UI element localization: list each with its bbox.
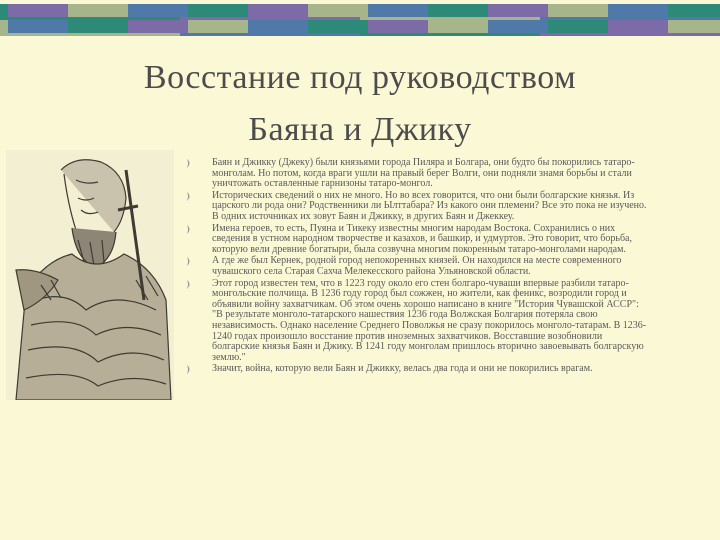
bullet-text: Этот город известен тем, что в 1223 году около его стен болгаро-чуваши впервые разбили татаро-монгольские полчища. В 1236 году город был сожжен, но жители, как феникс, возродили город и объявили войну захватчикам. Об этом очень хорошо написано в книге "История Чувашской АССР": "В результате монголо-татарского нашествия 1236 года Волжская Болгария потеряла свою независимость. Однако население Среднего Поволжья не сразу покорилось монголо-татарам. В 1236-1240 годах произошло восстание против иноземных захватчиков. Восставшие возобновили болгарские князья Баян и Джику. В 1241 году монголам пришлось вторично завоевывать болгарскую землю." [212, 277, 647, 363]
header-stripe-segment [0, 4, 8, 18]
header-stripe-segment [368, 4, 428, 18]
header-stripe-segment [668, 20, 720, 34]
decorative-header-stripes [0, 0, 720, 40]
warrior-portrait [6, 150, 174, 400]
header-thin-stripe [180, 33, 360, 36]
header-stripe-segment [608, 4, 668, 18]
header-stripe-segment [308, 20, 368, 34]
bullet-text: Исторических сведений о них не много. Но во всех говорится, что они были болгарские князья. Из царского ли рода они? Родственники ли Ылттабара? Из какого они племени? Все это пока не изучено. В одних источниках их зовут Баян и Джикку, в других Баян и Джеккеу. [212, 189, 647, 222]
header-stripe-segment [488, 4, 548, 18]
list-item [186, 191, 652, 223]
list-item [186, 364, 652, 375]
header-thin-stripe [0, 33, 180, 36]
header-stripe-segment [608, 20, 668, 34]
bullet-icon [186, 159, 193, 168]
header-stripe-segment [428, 20, 488, 34]
list-item [186, 224, 652, 256]
bullet-icon [186, 192, 193, 201]
bullet-text: Имена героев, то есть, Пуяна и Тикеку известны многим народам Востока. Сохранились о них сведения в устном народном творчестве и казахов, и башкир, и удмуртов. Это говорит, что борьба, которую вели древние богатыри, была созвучна многим покоренным татаро-монголами народам. [212, 222, 632, 255]
header-stripe-segment [188, 20, 248, 34]
slide-title-line2: Баяна и Джику [248, 111, 472, 148]
header-stripe-segment [308, 4, 368, 18]
list-item [186, 256, 652, 277]
header-stripe-segment [248, 4, 308, 18]
header-stripe-segment [488, 20, 548, 34]
header-stripe-segment [668, 4, 720, 18]
slide-title [60, 52, 660, 156]
header-stripe-segment [368, 20, 428, 34]
bullet-text: Баян и Джикку (Джеку) были князьями города Пиляра и Болгара, они будто бы покорились татаро-монголам. Но потом, когда враги ушли на правый берег Волги, они подняли знамя борьбы и стали уничтожать оставленные гарнизоны татаро-монгол. [212, 157, 635, 190]
header-stripe-segment [128, 20, 188, 34]
header-stripe-segment [188, 4, 248, 18]
list-item [186, 279, 652, 364]
slide-title-line1: Восстание под руководством [143, 59, 577, 96]
bullet-list [186, 158, 652, 375]
header-stripe-segment [548, 20, 608, 34]
header-thin-stripe [360, 33, 540, 36]
header-stripe-segment [8, 20, 68, 34]
header-stripe-segment [428, 4, 488, 18]
bullet-text: Значит, война, которую вели Баян и Джикку, велась два года и они не покорились врагам. [212, 363, 593, 375]
list-item [186, 158, 652, 190]
header-stripe-segment [248, 20, 308, 34]
header-stripe-segment [128, 4, 188, 18]
header-stripe-segment [548, 4, 608, 18]
bullet-icon [186, 280, 193, 289]
header-stripe-segment [8, 4, 68, 18]
header-thin-stripe [540, 33, 720, 36]
header-stripe-segment [68, 4, 128, 18]
header-stripe-segment [0, 20, 8, 34]
bullet-text: А где же был Кернек, родной город непокоренных князей. Он находился на месте современного чувашского села Старая Сахча Мелекесского района Ульяновской области. [212, 255, 622, 277]
bullet-icon [186, 225, 193, 234]
header-stripe-segment [68, 20, 128, 34]
bullet-icon [186, 257, 193, 266]
bullet-icon [186, 365, 193, 374]
